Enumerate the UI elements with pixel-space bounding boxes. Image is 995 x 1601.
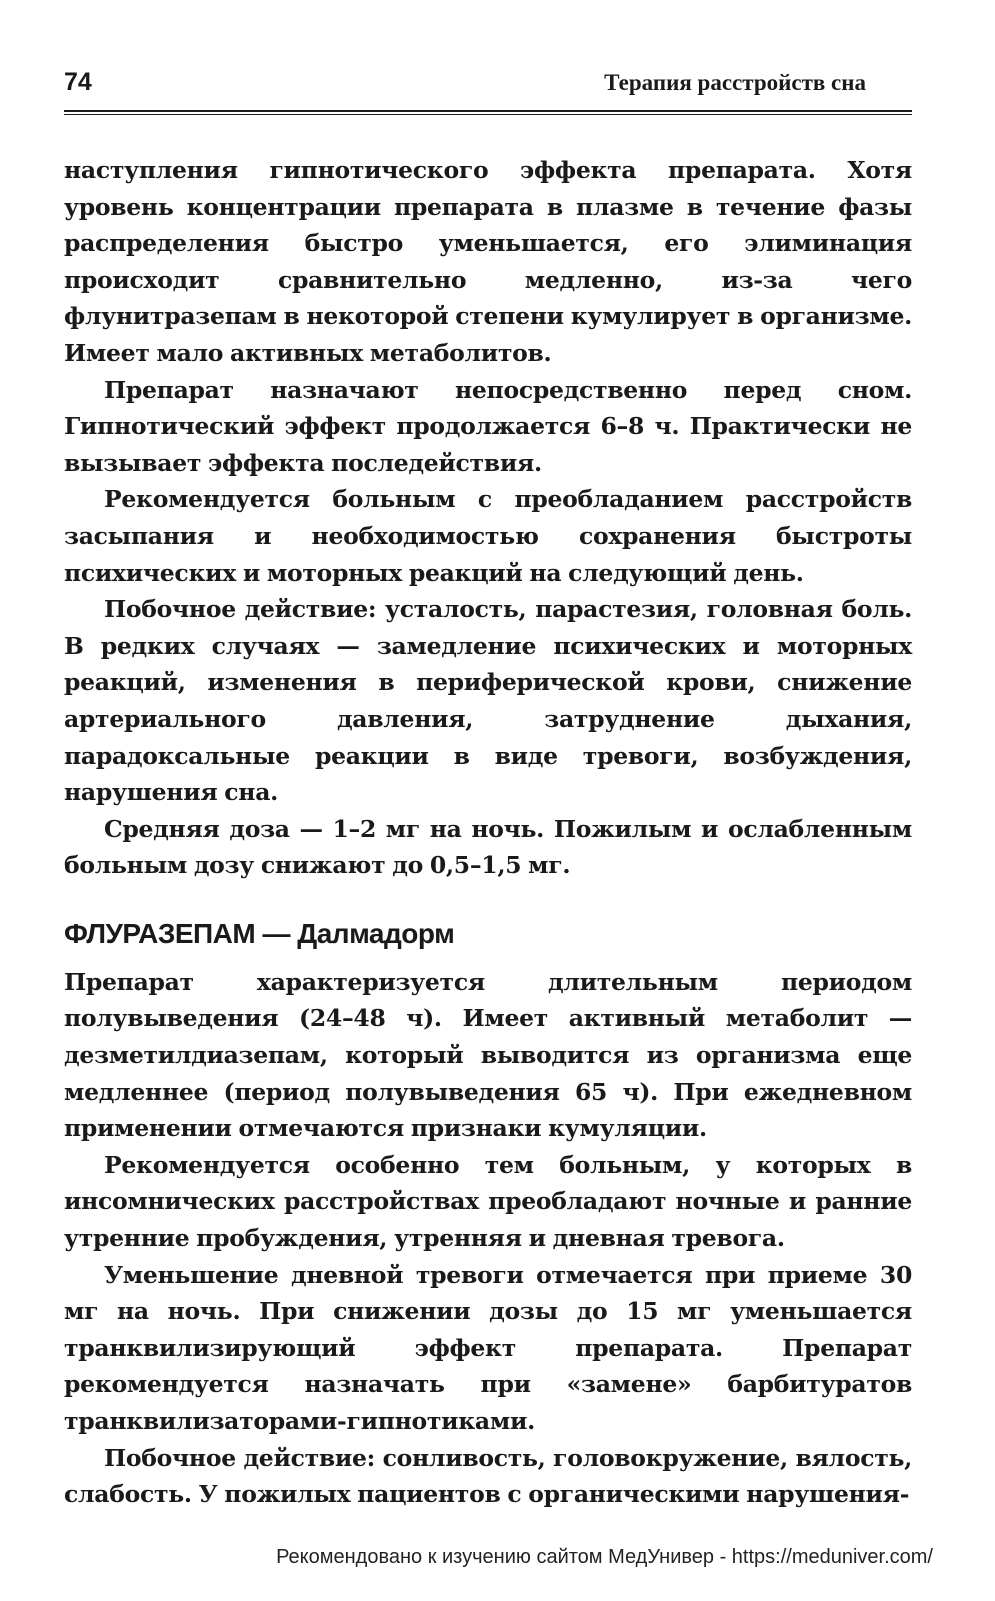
- paragraph: наступления гипнотического эффекта препарата. Хотя уровень концентрации препарата в плазме в течение фазы распределения быстро уменьшается, его элиминация происходит сравнительно медленно, из-за чего флунитразепам в некоторой степени кумулирует в организме. Имеет мало активных метаболитов.: [64, 156, 912, 367]
- paragraph: Средняя доза — 1–2 мг на ночь. Пожилым и ослабленным больным дозу снижают до 0,5–1,5 мг.: [64, 814, 912, 880]
- paragraph: Рекомендуется особенно тем больным, у которых в инсомнических расстройствах преобладают ночные и ранние утренние пробуждения, утренняя и дневная тревога.: [64, 1150, 912, 1253]
- page-number: 74: [64, 68, 92, 96]
- running-header: [64, 68, 912, 104]
- running-title: Терапия расстройств сна: [604, 70, 866, 95]
- body-text: [64, 152, 912, 1513]
- paragraph: Препарат назначают непосредственно перед сном. Гипнотический эффект продолжается 6–8 ч. Практически не вызывает эффекта последействия.: [64, 375, 912, 477]
- header-rule: [64, 110, 912, 115]
- section-heading: ФЛУРАЗЕПАМ — Далмадорм: [64, 917, 455, 949]
- paragraph: Побочное действие: сонливость, головокружение, вялость, слабость. У пожилых пациентов с органическими нарушения-: [64, 1443, 912, 1509]
- paragraph: Побочное действие: усталость, парастезия, головная боль. В редких случаях — замедление психических и моторных реакций, изменения в периферической крови, снижение артериального давления, затруднение дыхания, парадоксальные реакции в виде тревоги, возбуждения, нарушения сна.: [64, 595, 912, 807]
- document-page: [64, 0, 912, 1601]
- footer-watermark-link[interactable]: Рекомендовано к изучению сайтом МедУнивер - https://meduniver.com/: [276, 1546, 933, 1568]
- paragraph: Препарат характеризуется длительным периодом полувыведения (24–48 ч). Имеет активный метаболит — дезметилдиазепам, который выводится из организма еще медленнее (период полувыведения 65 ч). При ежедневном применении отмечаются признаки кумуляции.: [64, 967, 912, 1143]
- paragraph: Уменьшение дневной тревоги отмечается при приеме 30 мг на ночь. При снижении дозы до 15 мг уменьшается транквилизирующий эффект препарата. Препарат рекомендуется назначать при «замене» барбитуратов транквилизаторами-гипнотиками.: [64, 1260, 912, 1435]
- paragraph: Рекомендуется больным с преобладанием расстройств засыпания и необходимостью сохранения быстроты психических и моторных реакций на следующий день.: [64, 485, 912, 587]
